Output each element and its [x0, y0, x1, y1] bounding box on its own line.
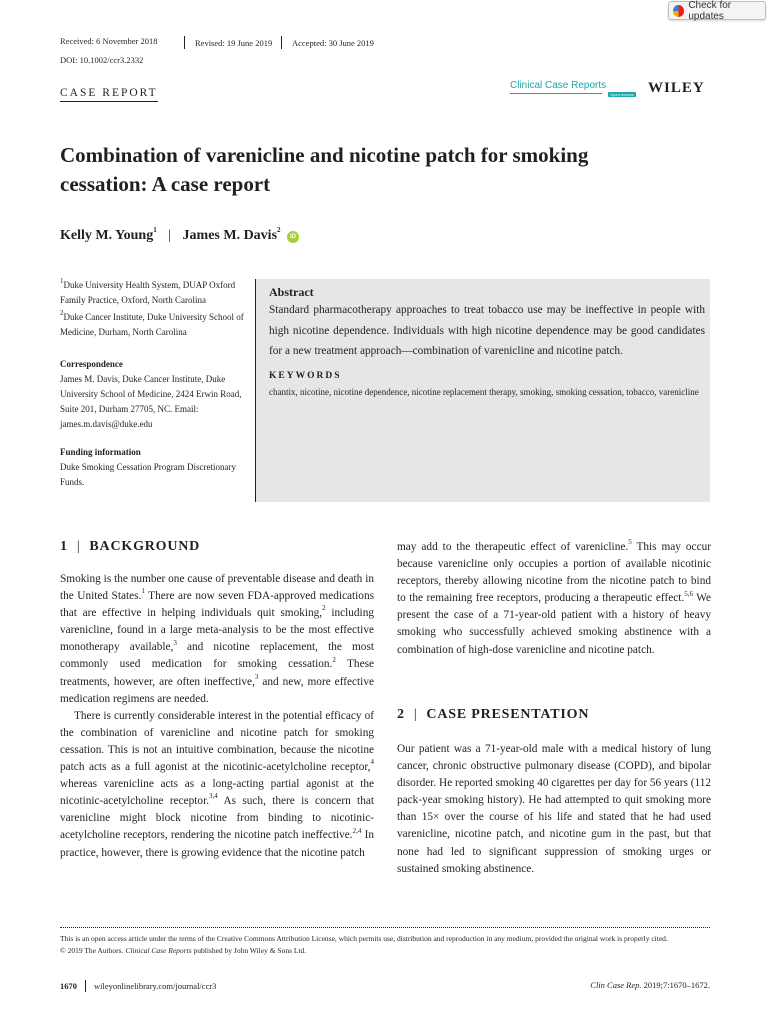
orcid-icon[interactable]: iD: [287, 231, 299, 243]
section-heading-background: 1 | BACKGROUND: [60, 539, 201, 554]
divider: [85, 980, 86, 992]
open-access-badge: Open Access: [610, 92, 634, 97]
funding-heading: Funding information: [60, 447, 141, 457]
abstract-text: Standard pharmacotherapy approaches to treat tobacco use may be ineffective in people with high nicotine dependence. Individuals with high nicotine dependence may be good candidates for a new treatment approach—combination of varenicline and nicotine patch.: [269, 304, 705, 357]
affiliation-marker: 1: [153, 226, 157, 235]
license-footer: [60, 933, 710, 957]
correspondence-text: James M. Davis, Duke Cancer Institute, Duke University School of Medicine, 2424 Erwin Road, Suite 201, Durham 27705, NC. Email: james.m.davis@duke.edu: [60, 374, 242, 429]
article-title: [60, 141, 700, 199]
affiliation-1: $^1$Duke University Health System, DUAP Oxford Family Practice, Oxford, North Carolina: [60, 277, 236, 305]
page-number: 1670: [60, 981, 77, 991]
section-heading-case-presentation: 2 | CASE PRESENTATION: [397, 707, 590, 722]
keywords-list: chantix, nicotine, nicotine dependence, nicotine replacement therapy, smoking, smoking cessation, tobacco, varenicline: [269, 386, 699, 397]
article-type: CASE REPORT: [60, 87, 158, 102]
keywords-heading: KEYWORDS: [269, 370, 342, 381]
doi[interactable]: DOI: 10.1002/ccr3.2332: [60, 55, 144, 65]
author-list: [60, 228, 299, 244]
citation: Clin Case Rep. 2019;7:1670–1672.: [590, 980, 710, 990]
check-for-updates-button[interactable]: [668, 1, 766, 20]
case-presentation-text: [397, 741, 711, 878]
paragraph: Smoking is the number one cause of preventable disease and death in the United States.$^1$ There are now seven FDA-approved medications that are effective in helping individuals quit smoking,$^2$ including varenicline, found in a large meta-analysis to be the most effective monotherapy available,$^3$ and nicotine replacement, the most commonly used medication for smoking cessation.$^2$ These treatments, however, are often ineffective,$^3$ and new, more effective medication regimens are needed.: [60, 573, 374, 705]
check-for-updates-label: Check for updates: [688, 0, 732, 22]
paragraph: Our patient was a 71-year-old male with a medical history of lung cancer, chronic obstructive pulmonary disease (COPD), and bipolar disorder. He reported smoking 40 cigarettes per day for 56 years (112 pack-year smoking history). He had attempted to quit smoking more than 15× over the course of his life and stated that he had used varenicline, nicotine patch, and nicotine gum in the past, but that none had led to significant suppression of smoking urges or sustained smoking abstinence.: [397, 743, 711, 875]
abstract-heading: Abstract: [269, 285, 314, 299]
affiliation-marker: 2: [277, 226, 281, 235]
license-text: This is an open access article under the terms of the Creative Commons Attribution License, which permits use, distribution and reproduction in any medium, provided the original work is properly cited.: [60, 934, 668, 943]
funding-text: Duke Smoking Cessation Program Discretionary Funds.: [60, 462, 236, 487]
body-column-right: [397, 539, 711, 659]
footer-divider: [60, 927, 710, 928]
body-column-left: [60, 571, 374, 862]
title-line-1: Combination of varenicline and nicotine patch for smoking: [60, 143, 589, 167]
affiliation-2: $^2$Duke Cancer Institute, Duke University School of Medicine, Durham, North Carolina: [60, 309, 244, 337]
paragraph: may add to the therapeutic effect of varenicline.$^5$ This may occur because varenicline only occupies a portion of available nicotinic receptors, thereby allowing nicotine from the nicotine patch to bind to the remaining free receptors, producing a therapeutic effect.$^{5,6}$ We present the case of a 71-year-old patient with a history of heavy smoking who successfully achieved smoking abstinence with a combination of high-dose varenicline and nicotine patch.: [397, 538, 711, 656]
author-name[interactable]: Kelly M. Young: [60, 228, 154, 243]
journal-url[interactable]: wileyonlinelibrary.com/journal/ccr3: [94, 981, 217, 991]
correspondence-heading: Correspondence: [60, 359, 123, 369]
paragraph: There is currently considerable interest in the potential efficacy of the combination of varenicline and nicotine patch for smoking cessation. This is not an intuitive combination, because the nicotine patch acts as a full agonist at the nicotinic-acetylcholine receptor,$^4$ whereas varenicline acts as a long-acting partial agonist at the nicotinic-acetylcholine receptor.$^{3,4}$ As such, there is concern that varenicline might block nicotine from binding to nicotinic-acetylcholine receptors, rendering the nicotine patch ineffective.$^{2,4}$ In practice, however, there is growing evidence that the nicotine patch: [60, 709, 374, 859]
divider: [184, 36, 185, 49]
accepted-date: Accepted: 30 June 2019: [271, 36, 374, 49]
divider: [281, 36, 282, 49]
copyright-text: © 2019 The Authors. Clinical Case Reports published by John Wiley & Sons Ltd.: [60, 946, 307, 955]
journal-logo: Clinical Case Reports$_{Open Access}$: [510, 80, 634, 97]
author-separator: |: [168, 228, 172, 243]
abstract-box: [255, 279, 710, 502]
title-line-2: cessation: A case report: [60, 172, 271, 196]
received-date: Received: 6 November 2018: [60, 36, 158, 46]
crossmark-icon: [673, 5, 684, 17]
page-footer-left: [60, 980, 216, 992]
article-info-sidebar: [60, 278, 250, 490]
publisher-logo: WILEY: [648, 80, 705, 96]
revised-date: Revised: 19 June 2019: [174, 36, 272, 49]
author-name[interactable]: James M. Davis: [182, 228, 278, 243]
